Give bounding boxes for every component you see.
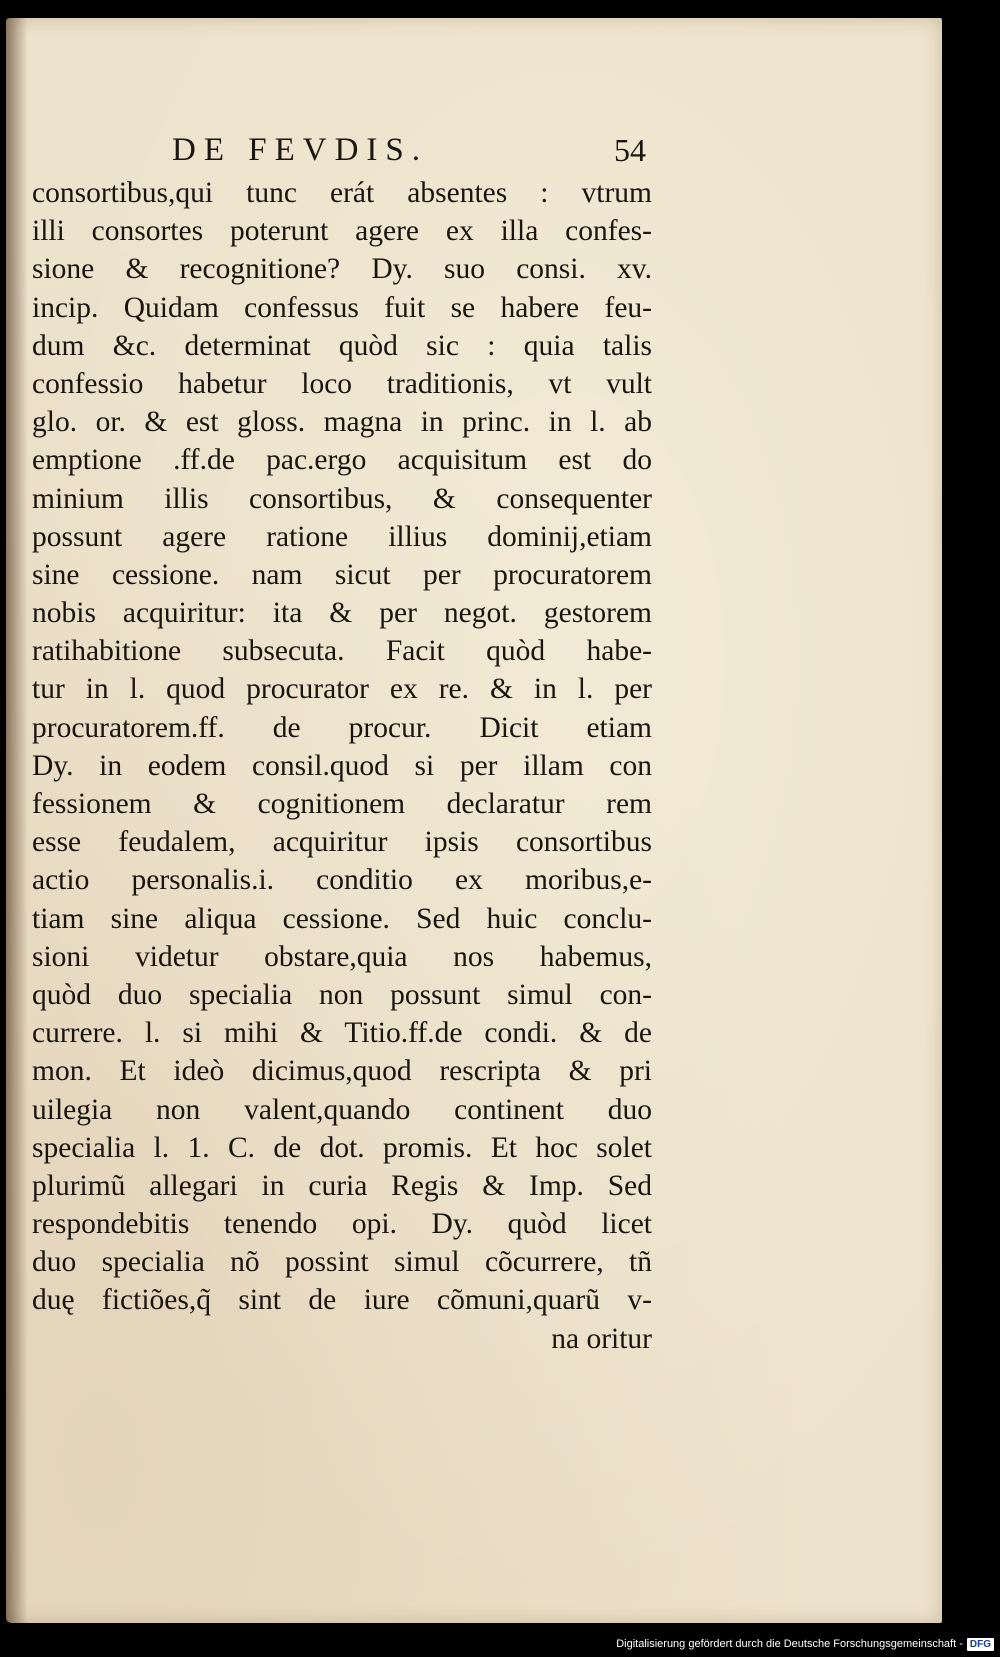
catchword: na oritur <box>551 1322 652 1355</box>
text-line: procuratorem.ff. de procur. Dicit etiam <box>32 711 652 744</box>
binding-gutter-shadow <box>6 18 28 1623</box>
text-line: tur in l. quod procurator ex re. & in l. per <box>32 673 652 706</box>
text-line: emptione .ff.de pac.ergo acquisitum est do <box>32 444 652 477</box>
text-line: duo specialia nõ possint simul cõcurrere, tñ <box>32 1246 652 1279</box>
credit-text: Digitalisierung gefördert durch die Deutsche Forschungsgemeinschaft - <box>616 1638 963 1650</box>
text-line: duę fictiões,q̃ sint de iure cõmuni,quarũ v- <box>32 1284 652 1317</box>
running-head-title: DE FEVDIS. <box>172 132 429 168</box>
text-line: minium illis consortibus, & consequenter <box>32 482 652 515</box>
running-header <box>34 132 646 172</box>
dfg-logo: DFG <box>967 1638 994 1651</box>
text-line: fessionem & cognitionem declaratur rem <box>32 788 652 820</box>
text-line: quòd duo specialia non possunt simul con- <box>32 978 652 1011</box>
text-line: plurimũ allegari in curia Regis & Imp. Sed <box>32 1169 652 1202</box>
text-line: currere. l. si mihi & Titio.ff.de condi. & de <box>32 1017 652 1050</box>
text-line: glo. or. & est gloss. magna in princ. in l. ab <box>32 406 652 439</box>
text-line: confessio habetur loco traditionis, vt vult <box>32 367 652 400</box>
text-line: sione & recognitione? Dy. suo consi. xv. <box>32 253 652 286</box>
text-line: sioni videtur obstare,quia nos habemus, <box>32 940 652 973</box>
text-line: consortibus,qui tunc erát absentes : vtrum <box>32 177 652 209</box>
body-text <box>32 174 652 1358</box>
text-line: Dy. in eodem consil.quod si per illam con <box>32 749 652 782</box>
page-number: 54 <box>614 132 646 168</box>
text-line: possunt agere ratione illius dominij,etiam <box>32 520 652 553</box>
text-line: uilegia non valent,quando continent duo <box>32 1093 652 1126</box>
text-line: sine cessione. nam sicut per procuratorem <box>32 558 652 591</box>
text-line: mon. Et ideò dicimus,quod rescripta & pri <box>32 1055 652 1088</box>
text-line: nobis acquiritur: ita & per negot. gestorem <box>32 597 652 630</box>
text-line: illi consortes poterunt agere ex illa confes- <box>32 215 652 248</box>
text-line: dum &c. determinat quòd sic : quia talis <box>32 329 652 362</box>
text-line: actio personalis.i. conditio ex moribus,e- <box>32 864 652 897</box>
digitization-credit <box>616 1636 994 1652</box>
text-line: tiam sine aliqua cessione. Sed huic conclu- <box>32 902 652 935</box>
text-line: esse feudalem, acquiritur ipsis consortibus <box>32 826 652 859</box>
text-line: incip. Quidam confessus fuit se habere feu- <box>32 291 652 324</box>
text-line: respondebitis tenendo opi. Dy. quòd licet <box>32 1208 652 1241</box>
text-line: specialia l. 1. C. de dot. promis. Et hoc solet <box>32 1131 652 1164</box>
text-line: ratihabitione subsecuta. Facit quòd habe- <box>32 635 652 668</box>
